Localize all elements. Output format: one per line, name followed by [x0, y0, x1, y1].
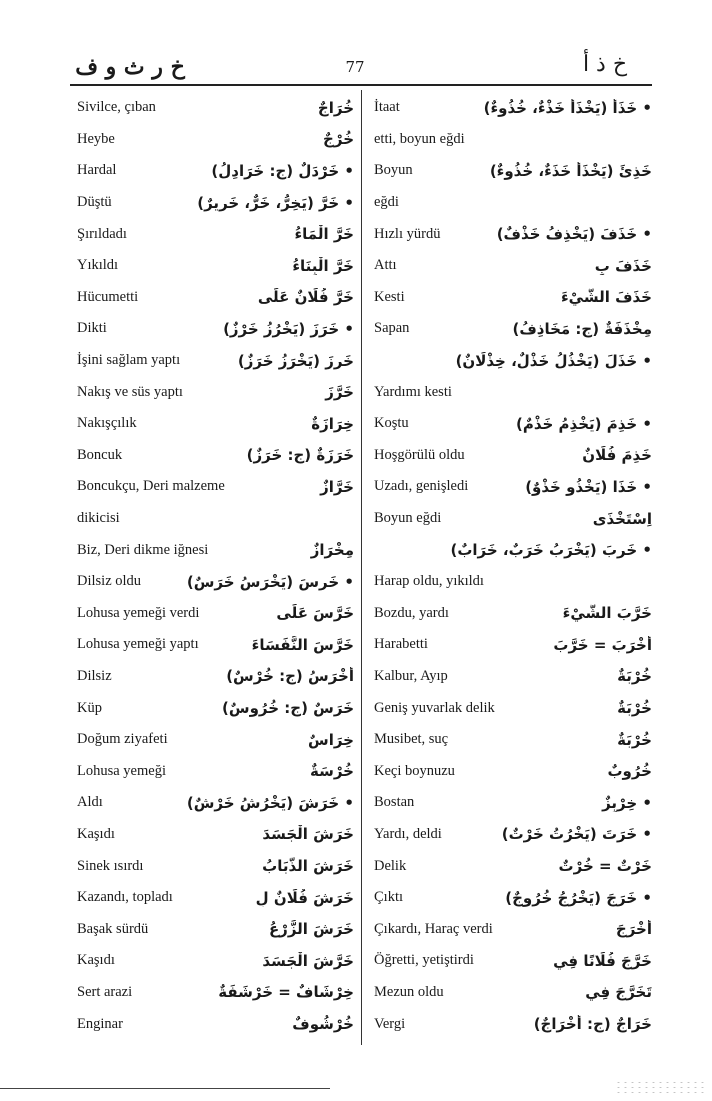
arabic-headword: • خَذَفَ (يَخْذِفُ خَذْفٌ)	[496, 225, 652, 244]
dictionary-entry	[374, 850, 652, 882]
turkish-meaning: Kaşıdı	[77, 825, 115, 842]
turkish-meaning: Mezun oldu	[374, 983, 444, 1000]
turkish-meaning: Kalbur, Ayıp	[374, 667, 448, 684]
dictionary-entry	[77, 282, 354, 314]
dictionary-entry	[77, 124, 354, 156]
dictionary-entry	[374, 787, 652, 819]
turkish-meaning: Düştü	[77, 194, 112, 211]
turkish-meaning: Vergi	[374, 1015, 406, 1032]
turkish-meaning: Sinek ısırdı	[77, 857, 144, 874]
arabic-headword: • خَذِمَ (يَخْذِمُ خَذْمٌ)	[515, 414, 652, 433]
turkish-meaning: Yardı, deldi	[374, 825, 442, 842]
dictionary-entry	[374, 345, 652, 377]
dictionary-entry	[374, 1008, 652, 1040]
dictionary-entry	[77, 819, 354, 851]
turkish-meaning: Kesti	[374, 288, 405, 305]
arabic-headword: خُرْبَةٌ	[617, 667, 652, 686]
turkish-meaning: Heybe	[77, 130, 115, 147]
turkish-meaning: Kaşıdı	[77, 952, 115, 969]
turkish-meaning: Nakışçılık	[77, 415, 137, 432]
arabic-headword: خُرْجٌ	[323, 130, 354, 149]
dictionary-entry	[374, 503, 652, 535]
arabic-headword: خُرَاجٌ	[317, 98, 354, 117]
dictionary-entry	[77, 471, 354, 503]
arabic-headword: مِخْذَفَةٌ (ج: مَخَاذِفُ)	[512, 319, 652, 338]
arabic-headword: خَرَزَةٌ (ج: خَرَزٌ)	[246, 446, 354, 465]
turkish-meaning: Aldı	[77, 794, 103, 811]
header-rule	[70, 84, 652, 86]
left-column	[77, 92, 354, 1040]
arabic-headword: خِرَاسٌ	[308, 730, 354, 749]
turkish-meaning: Nakış ve süs yaptı	[77, 383, 183, 400]
turkish-meaning: İtaat	[374, 99, 400, 116]
arabic-headword: خَذَفَ بِ	[594, 256, 652, 275]
arabic-headword: خَرَشَ الْجَسَدَ	[262, 825, 354, 844]
arabic-headword: خَرَّشَ الْجَسَدَ	[262, 951, 354, 970]
arabic-headword: • خَرَجَ (يَخْرُجُ خُرُوجٌ)	[505, 888, 652, 907]
arabic-headword: خَرَّازٌ	[320, 477, 354, 496]
dictionary-entry	[374, 408, 652, 440]
arabic-headword: • خَرَتَ (يَخْرُتُ خَرْتٌ)	[501, 825, 652, 844]
arabic-headword: خَرَاجٌ (ج: أَخْرَاجٌ)	[533, 1015, 652, 1034]
turkish-meaning: Hoşgörülü oldu	[374, 446, 465, 463]
arabic-headword: خَرَّجَ فُلَانًا فِي	[553, 951, 652, 970]
turkish-meaning: Başak sürdü	[77, 920, 149, 937]
turkish-meaning: Hücumetti	[77, 288, 139, 305]
turkish-meaning: Harabetti	[374, 636, 428, 653]
dictionary-entry	[374, 977, 652, 1009]
turkish-meaning: İşini sağlam yaptı	[77, 352, 181, 369]
turkish-meaning: Dilsiz oldu	[77, 573, 142, 590]
turkish-meaning: Yardımı kesti	[374, 383, 452, 400]
dictionary-entry	[374, 534, 652, 566]
turkish-meaning: Boyun eğdi	[374, 510, 442, 527]
dictionary-entry	[374, 724, 652, 756]
arabic-headword: • خَرَشَ (يَخْرُشُ خَرْشٌ)	[186, 793, 354, 812]
arabic-headword: مِخْرَازٌ	[310, 541, 354, 560]
page-number: 77	[345, 58, 365, 76]
arabic-headword: • خَرِبَ (يَخْرَبُ خَرَبٌ، خَرَابٌ)	[450, 541, 652, 560]
dictionary-entry	[77, 724, 354, 756]
turkish-meaning: Sapan	[374, 320, 410, 337]
arabic-headword: خَذِمَ فُلَانٌ	[582, 446, 652, 465]
dictionary-entry	[374, 92, 652, 124]
arabic-headword: • خَرْدَلٌ (ج: خَرَادِلُ)	[211, 161, 354, 180]
arabic-headword: خَرَّ الْمَاءُ	[294, 225, 354, 244]
dictionary-entry	[77, 440, 354, 472]
arabic-headword: خَرَّسَ عَلَى	[276, 604, 354, 623]
arabic-headword: أَخْرَجَ	[615, 920, 652, 939]
turkish-meaning: Sivilce, çıban	[77, 99, 156, 116]
arabic-headword: خُرْشُوفٌ	[292, 1015, 354, 1034]
turkish-meaning: Hardal	[77, 162, 117, 179]
dictionary-entry	[77, 155, 354, 187]
dictionary-entry	[77, 566, 354, 598]
turkish-meaning: etti, boyun eğdi	[374, 130, 465, 147]
turkish-meaning: eğdi	[374, 194, 399, 211]
dictionary-entry	[77, 629, 354, 661]
dictionary-entry	[374, 566, 652, 598]
dictionary-entry	[77, 345, 354, 377]
arabic-headword: خُرْبَةٌ	[617, 730, 652, 749]
turkish-meaning: Şırıldadı	[77, 225, 127, 242]
dictionary-entry	[77, 692, 354, 724]
arabic-headword: • خَرَزَ (يَخْرُزُ خَرْزٌ)	[223, 319, 354, 338]
arabic-headword: خَرَّ فُلَانٌ عَلَى	[257, 288, 354, 307]
dictionary-entry	[374, 440, 652, 472]
dictionary-entry	[77, 313, 354, 345]
turkish-meaning: Doğum ziyafeti	[77, 731, 168, 748]
dictionary-entry	[77, 218, 354, 250]
arabic-headword: • خَرَّ (يَخِرُّ، خَرٌّ، خَرِيرٌ)	[197, 193, 354, 212]
dictionary-entry	[77, 755, 354, 787]
turkish-meaning: Biz, Deri dikme iğnesi	[77, 541, 209, 558]
dictionary-entry	[77, 187, 354, 219]
turkish-meaning: Çıkardı, Haraç verdi	[374, 920, 493, 937]
turkish-meaning: Kazandı, topladı	[77, 889, 173, 906]
turkish-meaning: Küp	[77, 699, 102, 716]
turkish-meaning: Bostan	[374, 794, 415, 811]
dictionary-entry	[374, 155, 652, 187]
header-letters-right: خ ذ أ	[582, 52, 628, 77]
dictionary-entry	[77, 882, 354, 914]
arabic-headword: خَذِئَ (يَخْذَأُ خَذَءٌ، خُذُوءٌ)	[489, 161, 652, 180]
dictionary-entry	[374, 124, 652, 156]
dictionary-entry	[77, 250, 354, 282]
right-column	[374, 92, 652, 1040]
arabic-headword: اِسْتَخْذَى	[592, 509, 652, 528]
arabic-headword: خِرْشَافٌ = خَرْشَفَةٌ	[218, 983, 354, 1002]
turkish-meaning: Lohusa yemeği yaptı	[77, 636, 199, 653]
dictionary-entry	[374, 187, 652, 219]
turkish-meaning: Öğretti, yetiştirdi	[374, 952, 474, 969]
dictionary-entry	[374, 313, 652, 345]
arabic-headword: خِرَازَةٌ	[311, 414, 354, 433]
turkish-meaning: Geniş yuvarlak delik	[374, 699, 495, 716]
turkish-meaning: Dilsiz	[77, 667, 112, 684]
turkish-meaning: Yıkıldı	[77, 257, 119, 274]
turkish-meaning: Boncuk	[77, 446, 123, 463]
turkish-meaning: Musibet, suç	[374, 731, 449, 748]
arabic-headword: خَرَّزَ	[325, 383, 354, 402]
arabic-headword: أَخْرَبَ = خَرَّبَ	[553, 635, 652, 654]
turkish-meaning: Dikti	[77, 320, 107, 337]
dictionary-entry	[374, 598, 652, 630]
arabic-headword: خُرْسَةٌ	[310, 762, 354, 781]
dictionary-entry	[374, 755, 652, 787]
dictionary-entry	[77, 661, 354, 693]
turkish-meaning: Çıktı	[374, 889, 404, 906]
arabic-headword: خُرُوبٌ	[607, 762, 652, 781]
turkish-meaning: Bozdu, yardı	[374, 604, 449, 621]
dictionary-entry	[374, 629, 652, 661]
dictionary-entry	[374, 218, 652, 250]
header-letters-left: خ ر ث و ف	[75, 54, 185, 80]
dictionary-entry	[77, 598, 354, 630]
arabic-headword: • خَذَا (يَخْذُو خَذْوٌ)	[525, 477, 652, 496]
dictionary-entry	[374, 250, 652, 282]
dictionary-entry	[77, 850, 354, 882]
dictionary-entry	[374, 661, 652, 693]
arabic-headword: خَرْتٌ = خُرْتٌ	[558, 857, 652, 876]
turkish-meaning: Attı	[374, 257, 397, 274]
turkish-meaning: Lohusa yemeği verdi	[77, 604, 200, 621]
dictionary-entry	[374, 471, 652, 503]
arabic-headword: خَرَّ الْبِنَاءُ	[292, 256, 354, 275]
turkish-meaning: Enginar	[77, 1015, 123, 1032]
arabic-headword: خَرَّسَ النُّفَسَاءَ	[251, 635, 354, 654]
turkish-meaning: Harap oldu, yıkıldı	[374, 573, 484, 590]
arabic-headword: • خِرْبِزٌ	[602, 793, 652, 812]
arabic-headword: خَرَّبَ الشَّيْءَ	[562, 604, 652, 623]
turkish-meaning: Boyun	[374, 162, 413, 179]
column-divider	[361, 90, 362, 1045]
arabic-headword: • خَذَلَ (يَخْذُلُ خَذْلٌ، خِذْلَانٌ)	[455, 351, 652, 370]
dictionary-entry	[77, 945, 354, 977]
dictionary-entry	[374, 819, 652, 851]
turkish-meaning: Delik	[374, 857, 407, 874]
scan-speckle	[615, 1080, 705, 1094]
dictionary-entry	[77, 408, 354, 440]
turkish-meaning: Uzadı, genişledi	[374, 478, 469, 495]
arabic-headword: تَخَرَّجَ فِي	[585, 983, 652, 1002]
arabic-headword: • خَذَأَ (يَخْذَأُ خَذْءٌ، خُذُوءٌ)	[483, 98, 652, 117]
arabic-headword: خَذَفَ الشَّيْءَ	[560, 288, 652, 307]
turkish-meaning: Sert arazi	[77, 983, 133, 1000]
turkish-meaning: dikicisi	[77, 510, 120, 527]
arabic-headword: خَرَشَ الذُّبَابُ	[262, 857, 354, 876]
dictionary-entry	[77, 503, 354, 535]
arabic-headword: خَرَسٌ (ج: خُرُوسٌ)	[222, 699, 354, 718]
dictionary-entry	[374, 882, 652, 914]
arabic-headword: خُرْبَةٌ	[617, 699, 652, 718]
dictionary-entry	[374, 376, 652, 408]
arabic-headword: خَرِزَ (يَخْرَزُ خَرَزٌ)	[237, 351, 354, 370]
turkish-meaning: Keçi boynuzu	[374, 762, 455, 779]
turkish-meaning: Boncukçu, Deri malzeme	[77, 478, 225, 495]
turkish-meaning: Lohusa yemeği	[77, 762, 166, 779]
arabic-headword: أَخْرَسُ (ج: خُرْسٌ)	[226, 667, 354, 686]
dictionary-entry	[77, 92, 354, 124]
dictionary-entry	[374, 945, 652, 977]
dictionary-entry	[374, 913, 652, 945]
dictionary-entry	[77, 534, 354, 566]
dictionary-entry	[77, 913, 354, 945]
dictionary-entry	[77, 977, 354, 1009]
dictionary-entry	[374, 692, 652, 724]
turkish-meaning: Koştu	[374, 415, 409, 432]
footer-rule	[0, 1088, 330, 1089]
dictionary-entry	[77, 376, 354, 408]
dictionary-entry	[374, 282, 652, 314]
arabic-headword: خَرَشَ فُلَانٌ لِ	[255, 888, 354, 907]
arabic-headword: خَرَشَ الزَّرْعُ	[268, 920, 354, 939]
dictionary-entry	[77, 787, 354, 819]
turkish-meaning: Hızlı yürdü	[374, 225, 441, 242]
arabic-headword: • خَرِسَ (يَخْرَسُ خَرَسٌ)	[186, 572, 354, 591]
dictionary-entry	[77, 1008, 354, 1040]
